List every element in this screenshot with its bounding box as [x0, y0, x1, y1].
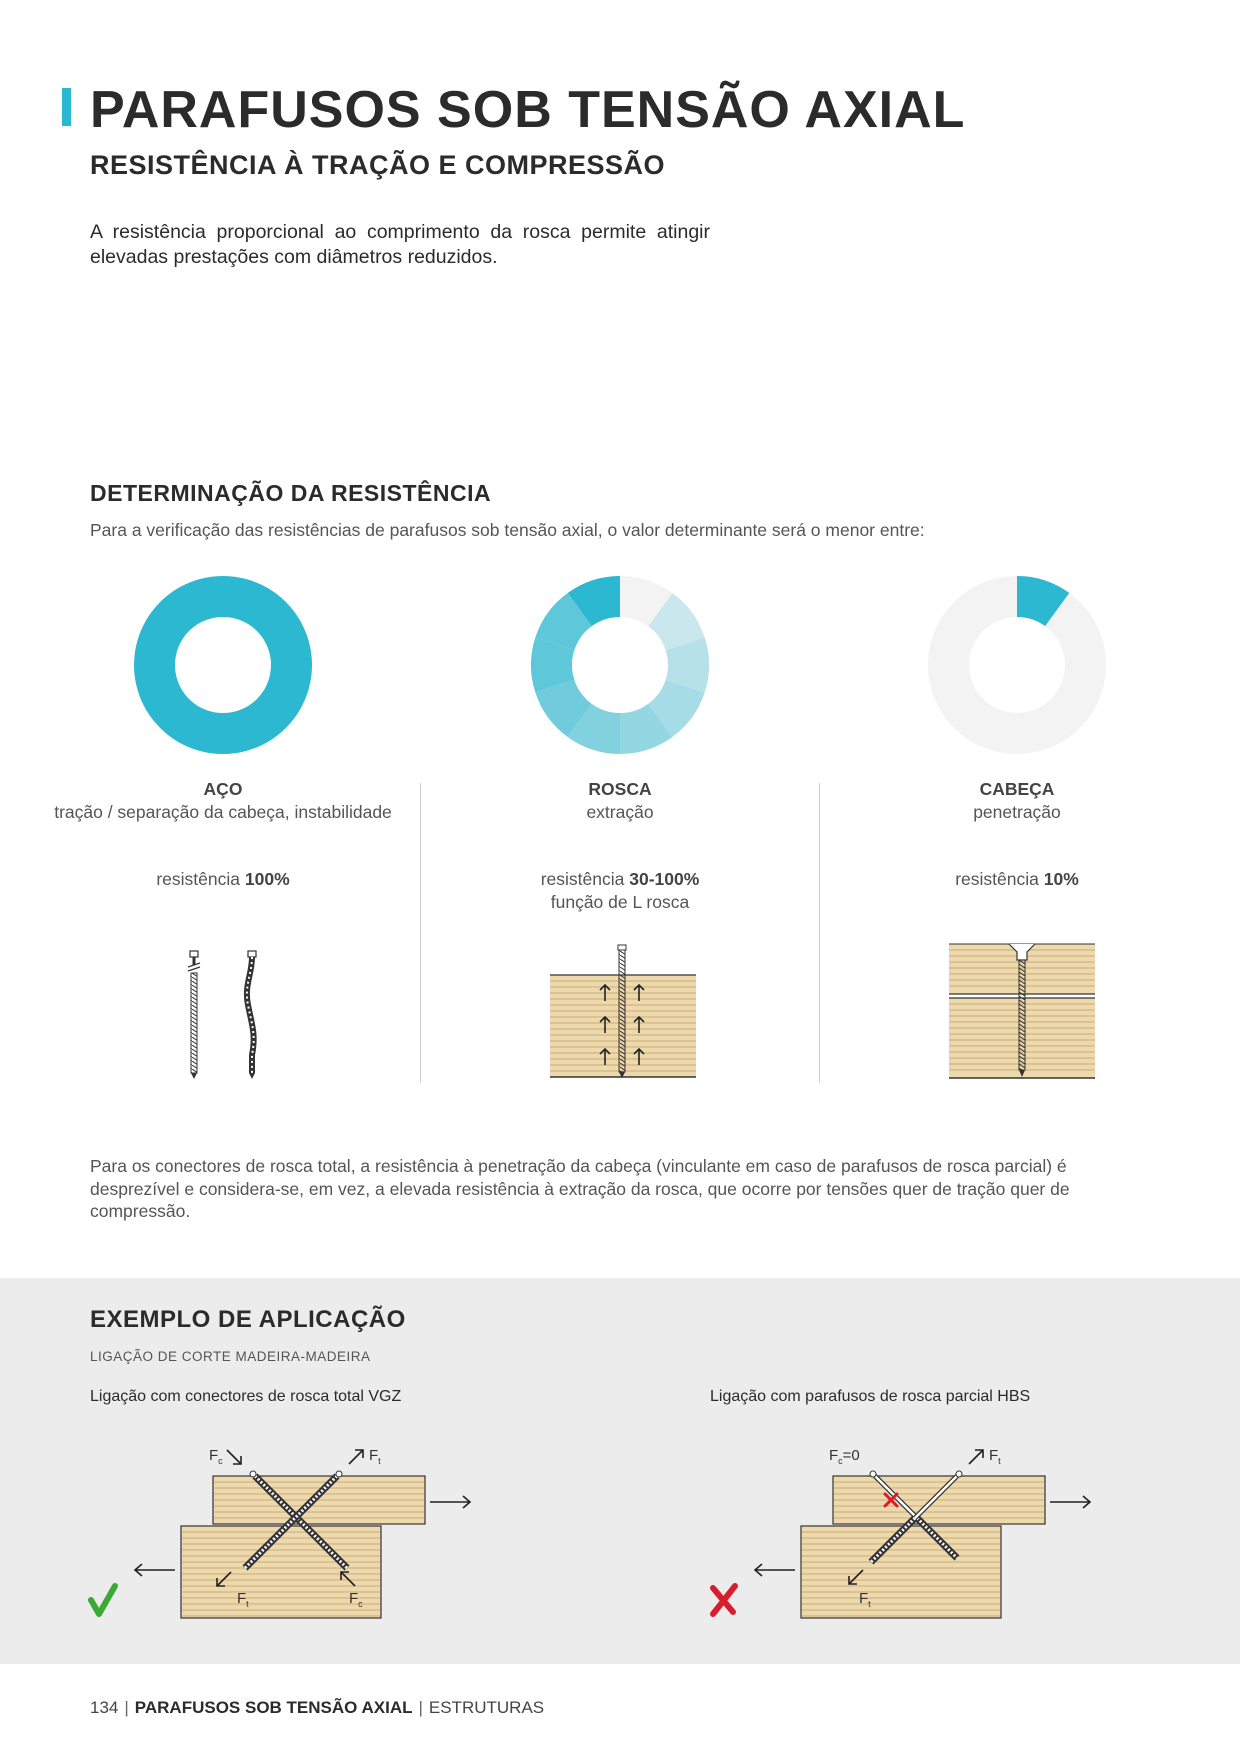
footer-section: PARAFUSOS SOB TENSÃO AXIAL [134, 1698, 413, 1717]
resistance-label: resistência [955, 869, 1039, 889]
head-penetration-illustration [947, 940, 1097, 1082]
resistance-label: resistência [156, 869, 240, 889]
checkmark-icon [91, 1586, 115, 1614]
arrow-left-icon [755, 1564, 795, 1576]
column-divider [819, 783, 820, 1083]
screw-icon [619, 950, 625, 1072]
resistance-label: resistência [540, 869, 625, 889]
resistance-value-aco: 100% [244, 869, 290, 889]
thread-extraction-illustration [548, 943, 698, 1080]
force-label-ft-top: $F_t$ [989, 1447, 1001, 1466]
column-rosca [450, 778, 790, 823]
broken-screw-icon [188, 951, 200, 1079]
section-title-determination: DETERMINAÇÃO DA RESISTÊNCIA [90, 480, 492, 506]
arrow-fc-top-icon [227, 1450, 241, 1464]
screw-icon [1019, 960, 1025, 1070]
page-subtitle: RESISTÊNCIA À TRAÇÃO E COMPRESSÃO [90, 150, 666, 180]
vgz-connection-diagram [85, 1440, 485, 1630]
buckled-screw-icon [247, 951, 256, 1079]
force-label-ft-bottom: $F_t$ [859, 1590, 871, 1609]
resistance-cabeca [847, 868, 1187, 891]
resistance-value-rosca: 30-100% [629, 869, 700, 889]
intro-paragraph: A resistência proporcional ao comprimento da rosca permite atingir elevadas prestações com diâmetros reduzidos. [90, 221, 710, 268]
column-name-rosca: ROSCA [588, 779, 652, 799]
page-number: 134 [90, 1698, 119, 1717]
arrow-right-icon [1050, 1496, 1090, 1508]
column-name-cabeca: CABEÇA [979, 779, 1055, 799]
section-title-example: EXEMPLO DE APLICAÇÃO [90, 1306, 406, 1333]
force-label-fc-bottom: $F_c$ [349, 1590, 363, 1609]
arrow-right-icon [430, 1496, 470, 1508]
title-accent-bar [62, 88, 71, 126]
column-desc-cabeca: penetração [973, 801, 1061, 822]
steel-failure-screws-illustration [180, 945, 270, 1080]
cross-icon [713, 1586, 735, 1614]
force-label-ft-top: $F_t$ [369, 1447, 381, 1466]
hbs-connection-diagram [705, 1440, 1105, 1630]
force-label-fc-top: $F_c$ [209, 1447, 223, 1466]
column-name-aco: AÇO [203, 779, 243, 799]
page-title: PARAFUSOS SOB TENSÃO AXIAL [90, 81, 966, 139]
column-cabeca [847, 778, 1187, 823]
resistance-value-cabeca: 10% [1043, 869, 1079, 889]
example-subtitle: LIGAÇÃO DE CORTE MADEIRA-MADEIRA [90, 1349, 371, 1364]
conclusion-paragraph: Para os conectores de rosca total, a resistência à penetração da cabeça (vinculante em caso de parafusos de rosca parcial) é desprezível e considera-se, em vez, a elevada resistência à extração da rosca, que ocorre por tensões quer de tração quer de compressão. [90, 1156, 1070, 1221]
force-label-ft-bottom: $F_t$ [237, 1590, 249, 1609]
page-footer: 134 | PARAFUSOS SOB TENSÃO AXIAL | ESTRUTURAS [90, 1698, 545, 1717]
arrow-left-icon [135, 1564, 175, 1576]
donut-segment-value [134, 576, 312, 754]
example-label-hbs: Ligação com parafusos de rosca parcial HBS [710, 1388, 1031, 1405]
arrow-ft-top-icon [349, 1450, 363, 1464]
donut-chart-cabeca [927, 575, 1107, 755]
column-desc-rosca: extração [586, 801, 654, 822]
resistance-rosca [450, 868, 790, 913]
column-divider [420, 783, 421, 1083]
donut-chart-aco [133, 575, 313, 755]
section-intro-determination: Para a verificação das resistências de parafusos sob tensão axial, o valor determinante será o menor entre: [90, 520, 925, 540]
donut-chart-rosca [530, 575, 710, 755]
arrow-ft-top-icon [969, 1450, 983, 1464]
footer-category: ESTRUTURAS [428, 1698, 545, 1717]
resistance-aco [53, 868, 393, 891]
force-label-fc-top: $F_c=0$ [829, 1447, 860, 1466]
column-desc-aco: tração / separação da cabeça, instabilidade [54, 801, 392, 822]
column-aco [53, 778, 393, 823]
example-label-vgz: Ligação com conectores de rosca total VGZ [90, 1388, 402, 1405]
resistance-note-rosca: função de L rosca [550, 891, 690, 912]
